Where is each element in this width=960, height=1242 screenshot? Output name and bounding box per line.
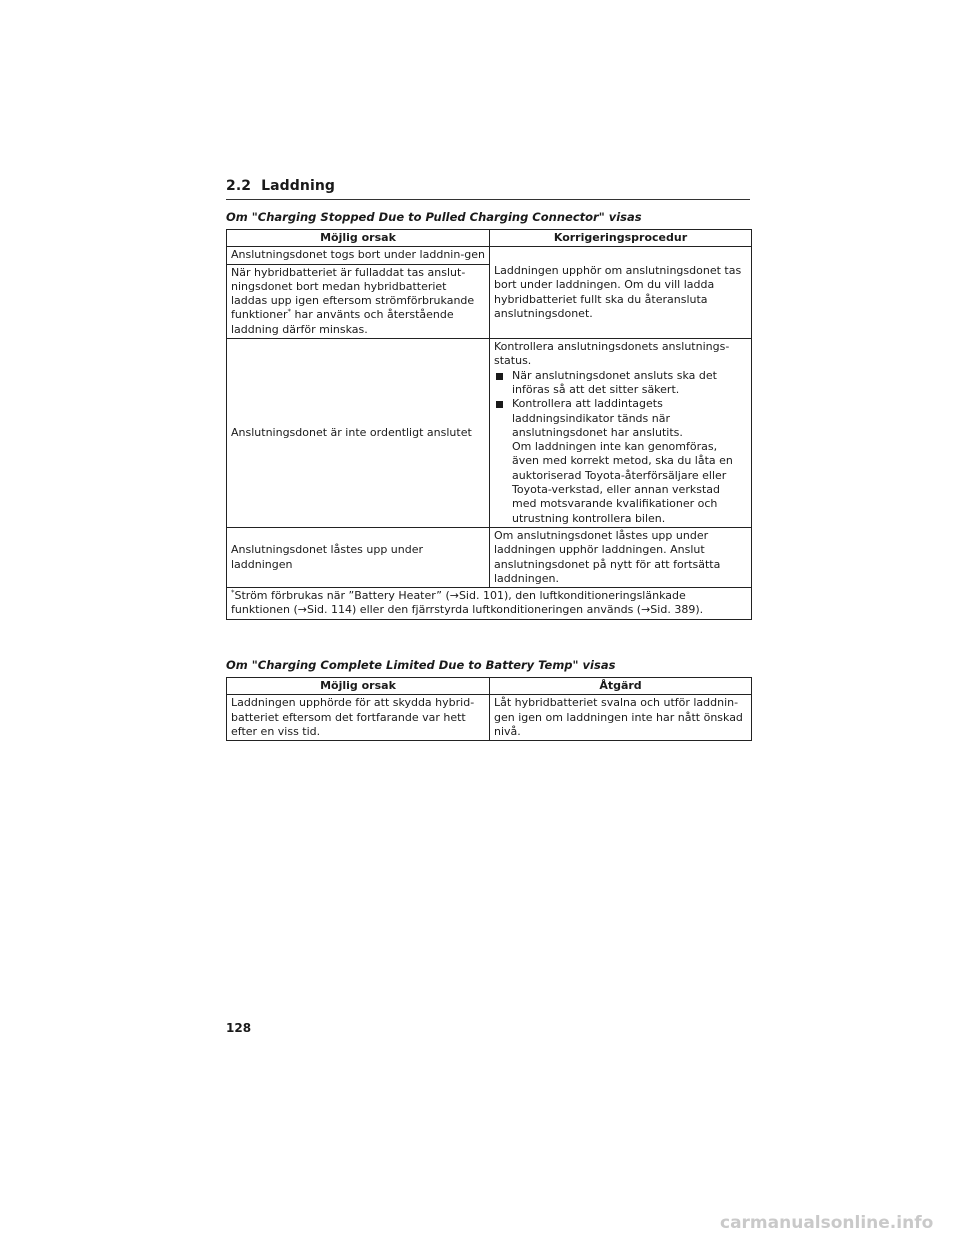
procedure-cell	[490, 339, 752, 528]
cause-cell	[227, 264, 490, 338]
section-number: 2.2	[226, 178, 252, 194]
section-title-text: Laddning	[261, 178, 336, 194]
procedure-cell: Om anslutningsdonet låstes upp under laddningen upphör laddningen. Anslut anslutningsdonet på nytt för att fortsätta laddningen.	[490, 527, 752, 587]
cause-cell: Anslutningsdonet låstes upp under laddningen	[227, 527, 490, 587]
table-row	[227, 339, 752, 528]
procedure-intro: Kontrollera anslutningsdonets anslutnings-status.	[494, 340, 730, 368]
table-header-row	[227, 230, 752, 247]
cause-cell: Anslutningsdonet är inte ordentligt anslutet	[227, 339, 490, 528]
table-row	[227, 695, 752, 741]
col-header-cause: Möjlig orsak	[227, 230, 490, 247]
table2-heading: Om "Charging Complete Limited Due to Battery Temp" visas	[226, 658, 616, 672]
col-header-procedure: Korrigeringsprocedur	[490, 230, 752, 247]
procedure-cell: Laddningen upphör om anslutningsdonet tas bort under laddningen. Om du vill ladda hybridbatteriet fullt ska du återansluta anslutningsdonet.	[490, 247, 752, 339]
section-title	[226, 178, 335, 194]
footnote	[227, 588, 752, 620]
footnote-marker: *	[287, 307, 292, 316]
col-header-action: Åtgärd	[490, 678, 752, 695]
footnote-marker: *	[231, 588, 235, 597]
cause-cell: Laddningen upphörde för att skydda hybrid-batteriet eftersom det fortfarande var hett efter en viss tid.	[227, 695, 490, 741]
cause-cell: Anslutningsdonet togs bort under laddnin-gen	[227, 247, 490, 264]
action-cell: Låt hybridbatteriet svalna och utför laddnin-gen igen om laddningen inte har nått önskad nivå.	[490, 695, 752, 741]
list-item: Kontrollera att laddintagets laddningsindikator tänds när anslutningsdonet har anslutits.	[494, 397, 747, 440]
table1-heading: Om "Charging Stopped Due to Pulled Charging Connector" visas	[226, 210, 642, 224]
procedure-list	[494, 369, 747, 440]
table-header-row	[227, 678, 752, 695]
cause-text-cont: har använts och återstående laddning därför minskas.	[231, 308, 454, 336]
section-header	[226, 178, 750, 200]
cause-text: När hybridbatteriet är fulladdat tas anslut-ningsdonet bort medan hybridbatteriet laddas upp igen eftersom strömförbrukande funktioner	[231, 265, 475, 322]
page-number: 128	[226, 1021, 252, 1035]
footnote-text: Ström förbrukas när ”Battery Heater” (→Sid. 101), den luftkonditioneringslänkade funktionen (→Sid. 114) eller den fjärrstyrda luftkonditioneringen används (→Sid. 389).	[231, 589, 704, 617]
procedure-note: Om laddningen inte kan genomföras, även med korrekt metod, ska du låta en auktoriserad Toyota-återförsäljare eller Toyota-verkstad, eller annan verkstad med motsvarande kvalifikationer och utrustning kontrollera bilen.	[512, 440, 733, 525]
watermark: carmanualsonline.info	[720, 1213, 934, 1233]
list-item: När anslutningsdonet ansluts ska det införas så att det sitter säkert.	[494, 369, 747, 398]
table-charging-stopped	[226, 229, 752, 620]
col-header-cause: Möjlig orsak	[227, 678, 490, 695]
table-charging-limited	[226, 677, 752, 741]
table-row	[227, 527, 752, 587]
table-row	[227, 247, 752, 264]
footnote-row	[227, 588, 752, 620]
